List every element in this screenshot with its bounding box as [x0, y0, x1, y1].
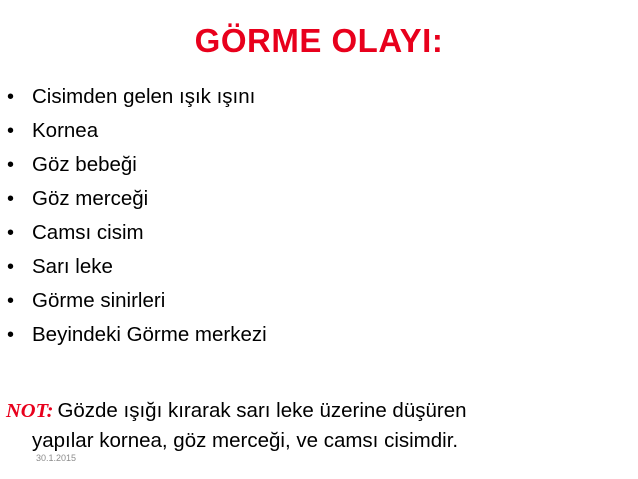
- bullet-dot-icon: •: [7, 290, 15, 312]
- bullet-text: Sarı leke: [32, 255, 113, 278]
- bullet-dot-icon: •: [7, 324, 15, 346]
- bullet-text: Görme sinirleri: [32, 289, 166, 312]
- bullet-dot-icon: •: [7, 256, 15, 278]
- note-line-1: [6, 396, 606, 426]
- note-label: NOT:: [6, 400, 54, 422]
- note-line-2: yapılar kornea, göz merceği, ve camsı cisimdir.: [32, 429, 459, 452]
- bullet-text: Göz bebeği: [32, 153, 137, 176]
- note-text-1: Gözde ışığı kırarak sarı leke üzerine düşüren: [57, 399, 467, 422]
- bullet-dot-icon: •: [7, 222, 15, 244]
- slide-date: 30.1.2015: [36, 453, 77, 463]
- bullet-dot-icon: •: [7, 188, 15, 210]
- bullet-text: Göz merceği: [32, 187, 149, 210]
- note-paragraph: [6, 396, 606, 456]
- bullet-text: Kornea: [32, 119, 99, 142]
- bullet-text: Cisimden gelen ışık ışını: [32, 85, 256, 108]
- bullet-dot-icon: •: [7, 86, 15, 108]
- bullet-dot-icon: •: [7, 120, 15, 142]
- bullet-text: Camsı cisim: [32, 221, 144, 244]
- bullet-text: Beyindeki Görme merkezi: [32, 323, 267, 346]
- bullet-dot-icon: •: [7, 154, 15, 176]
- slide-title: GÖRME OLAYI:: [194, 22, 444, 59]
